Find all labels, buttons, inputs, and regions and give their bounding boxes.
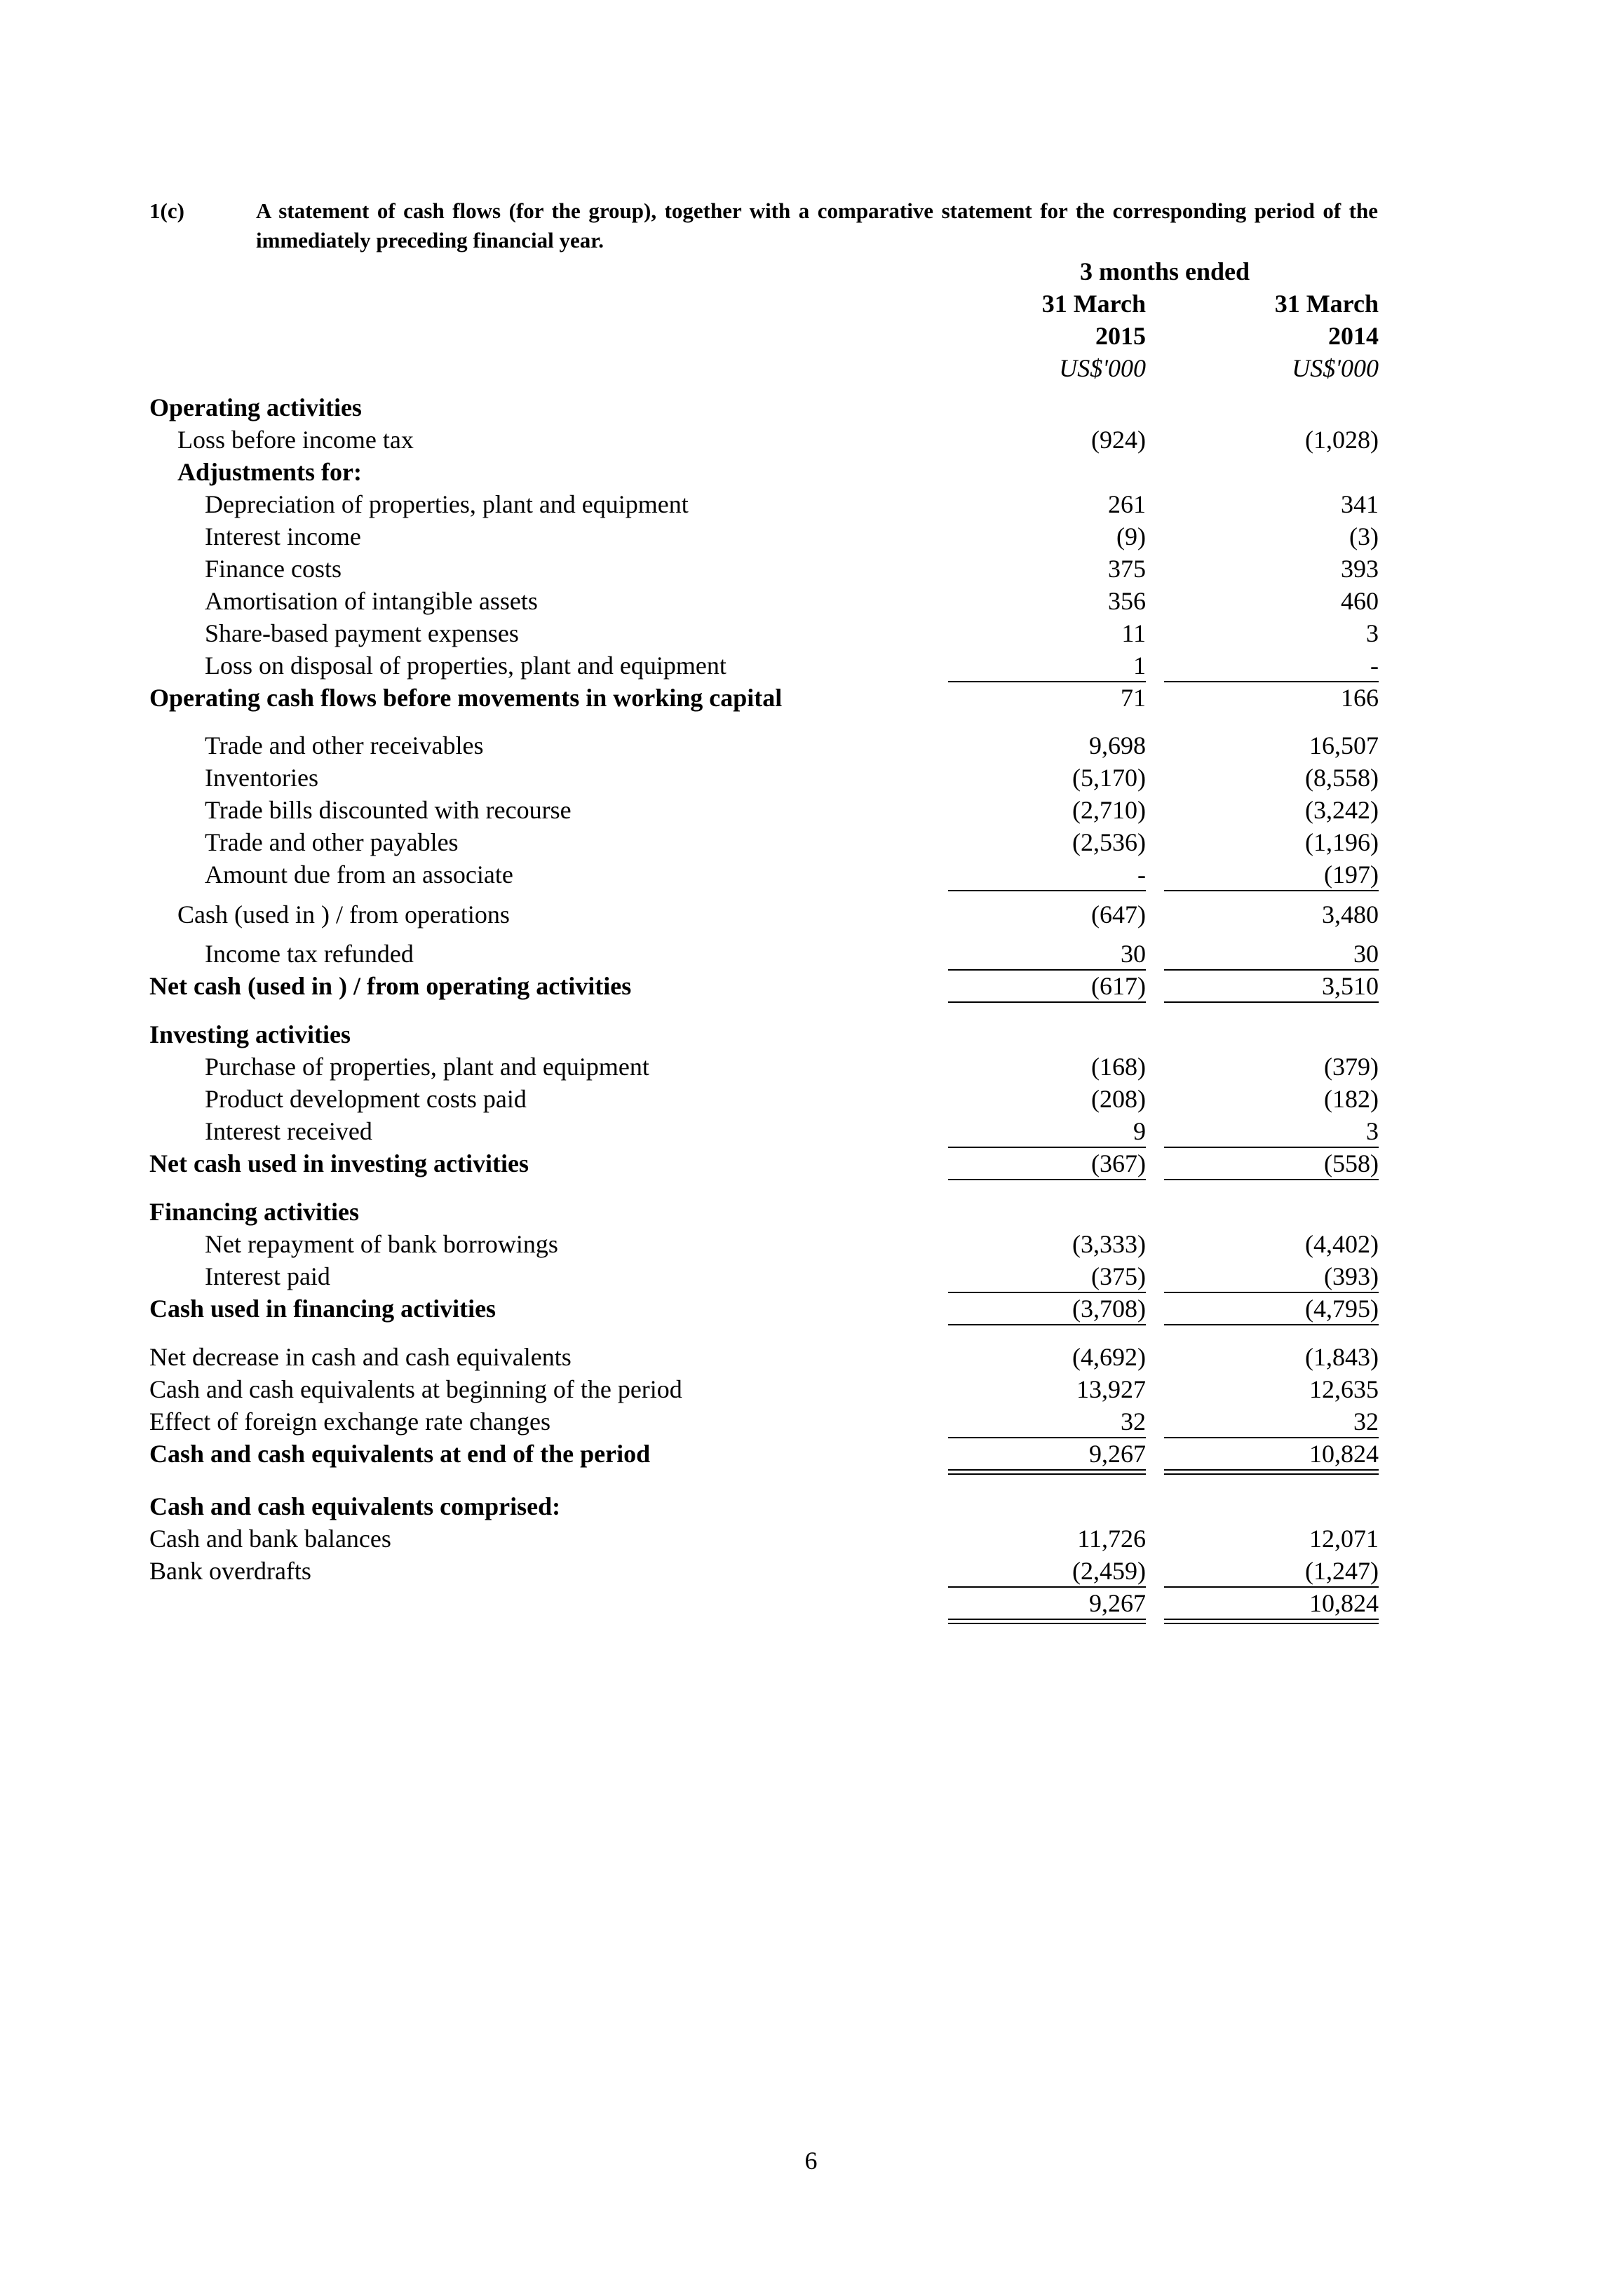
table-row — [0, 1083, 1622, 1115]
table-row — [0, 1051, 1622, 1083]
value-2015: (2,459) — [1072, 1557, 1146, 1585]
value-2014: - — [1370, 651, 1379, 680]
table-row — [0, 1115, 1622, 1147]
table-row — [0, 938, 1622, 970]
section-number: 1(c) — [149, 198, 184, 223]
value-2014: 3,480 — [1322, 900, 1379, 928]
col1-year: 2015 — [1095, 322, 1146, 350]
value-2015: 261 — [1108, 490, 1146, 518]
table-row — [0, 1292, 1622, 1325]
row-label: Operating activities — [149, 393, 362, 421]
value-2014: 166 — [1341, 684, 1379, 712]
table-row — [0, 1405, 1622, 1438]
row-label: Net cash used in investing activities — [149, 1149, 529, 1177]
row-label: Cash (used in ) / from operations — [177, 900, 510, 928]
value-2014: (3) — [1349, 522, 1379, 551]
row-label: Product development costs paid — [205, 1085, 527, 1113]
row-label: Adjustments for: — [177, 458, 362, 486]
table-row — [0, 794, 1622, 826]
value-2015: - — [1137, 860, 1146, 889]
table-row — [0, 649, 1622, 682]
value-2014: 12,071 — [1309, 1525, 1379, 1553]
value-2014: 10,824 — [1309, 1589, 1379, 1617]
value-2015: 11,726 — [1077, 1525, 1146, 1553]
value-2015: (4,692) — [1072, 1343, 1146, 1371]
value-2014: 16,507 — [1309, 731, 1379, 759]
value-2015: 9 — [1133, 1117, 1146, 1145]
table-row — [0, 1260, 1622, 1292]
total-rule — [1164, 1179, 1379, 1180]
row-label: Amount due from an associate — [205, 860, 513, 889]
value-2015: 71 — [1121, 684, 1146, 712]
total-rule — [1164, 1324, 1379, 1325]
row-label: Cash and cash equivalents at beginning of the period — [149, 1375, 682, 1403]
row-label: Trade and other payables — [205, 828, 459, 856]
table-row — [0, 762, 1622, 794]
row-label: Loss on disposal of properties, plant and equipment — [205, 651, 726, 680]
value-2015: 356 — [1108, 587, 1146, 615]
row-label: Inventories — [205, 764, 318, 792]
value-2014: (8,558) — [1305, 764, 1379, 792]
row-label: Effect of foreign exchange rate changes — [149, 1407, 551, 1436]
value-2014: (1,843) — [1305, 1343, 1379, 1371]
row-label: Investing activities — [149, 1020, 351, 1048]
value-2015: (367) — [1091, 1149, 1146, 1177]
table-row — [0, 1018, 1622, 1051]
value-2014: 460 — [1341, 587, 1379, 615]
table-row — [0, 1438, 1622, 1470]
table-row — [0, 456, 1622, 488]
row-label: Operating cash flows before movements in working capital — [149, 684, 783, 712]
grand-total-rule — [948, 1619, 1146, 1624]
total-rule — [948, 1324, 1146, 1325]
value-2015: 9,267 — [1089, 1440, 1146, 1468]
value-2015: (617) — [1091, 972, 1146, 1000]
row-label: Loss before income tax — [177, 426, 414, 454]
value-2015: (5,170) — [1072, 764, 1146, 792]
row-label: Cash and bank balances — [149, 1525, 391, 1553]
row-label: Cash and cash equivalents comprised: — [149, 1492, 561, 1520]
table-row — [0, 1555, 1622, 1587]
row-label: Interest received — [205, 1117, 372, 1145]
col1-date: 31 March — [1041, 290, 1146, 318]
row-label: Interest paid — [205, 1262, 330, 1290]
value-2015: 375 — [1108, 555, 1146, 583]
value-2014: (393) — [1324, 1262, 1379, 1290]
grand-total-rule — [948, 1469, 1146, 1475]
row-label: Amortisation of intangible assets — [205, 587, 538, 615]
table-row — [0, 1147, 1622, 1180]
table-row — [0, 898, 1622, 931]
col1-unit: US$'000 — [1059, 354, 1146, 382]
row-label: Cash and cash equivalents at end of the period — [149, 1440, 651, 1468]
value-2015: 9,698 — [1089, 731, 1146, 759]
total-rule — [948, 1001, 1146, 1003]
table-row — [0, 617, 1622, 649]
row-label: Net cash (used in ) / from operating activities — [149, 972, 632, 1000]
value-2015: (647) — [1091, 900, 1146, 928]
row-label: Financing activities — [149, 1198, 359, 1226]
value-2014: (1,247) — [1305, 1557, 1379, 1585]
period-header: 3 months ended — [1079, 257, 1250, 285]
value-2014: (1,196) — [1305, 828, 1379, 856]
row-label: Bank overdrafts — [149, 1557, 311, 1585]
row-label: Finance costs — [205, 555, 342, 583]
row-label: Cash used in financing activities — [149, 1295, 496, 1323]
value-2015: 13,927 — [1076, 1375, 1146, 1403]
value-2014: (379) — [1324, 1053, 1379, 1081]
value-2014: 12,635 — [1309, 1375, 1379, 1403]
value-2014: 3,510 — [1322, 972, 1379, 1000]
value-2015: 9,267 — [1089, 1589, 1146, 1617]
value-2014: (3,242) — [1305, 796, 1379, 824]
value-2015: (208) — [1091, 1085, 1146, 1113]
value-2014: (197) — [1324, 860, 1379, 889]
value-2015: (2,710) — [1072, 796, 1146, 824]
value-2014: 10,824 — [1309, 1440, 1379, 1468]
value-2015: (375) — [1091, 1262, 1146, 1290]
table-row — [0, 1587, 1622, 1619]
row-label: Income tax refunded — [205, 940, 414, 968]
row-label: Trade bills discounted with recourse — [205, 796, 572, 824]
table-row — [0, 553, 1622, 585]
table-row — [0, 424, 1622, 456]
value-2015: (2,536) — [1072, 828, 1146, 856]
col2-year: 2014 — [1328, 322, 1379, 350]
subtotal-rule — [1164, 890, 1379, 891]
value-2015: 32 — [1121, 1407, 1146, 1436]
page-number: 6 — [804, 2147, 818, 2175]
table-row — [0, 391, 1622, 424]
value-2014: (1,028) — [1305, 426, 1379, 454]
value-2014: 32 — [1353, 1407, 1379, 1436]
value-2014: (182) — [1324, 1085, 1379, 1113]
grand-total-rule — [1164, 1619, 1379, 1624]
table-row — [0, 1341, 1622, 1373]
table-row — [0, 520, 1622, 553]
row-label: Purchase of properties, plant and equipment — [205, 1053, 649, 1081]
value-2014: (4,795) — [1305, 1295, 1379, 1323]
value-2015: (3,708) — [1072, 1295, 1146, 1323]
row-label: Depreciation of properties, plant and equipment — [205, 490, 689, 518]
row-label: Net repayment of bank borrowings — [205, 1230, 558, 1258]
table-row — [0, 826, 1622, 858]
table-row — [0, 858, 1622, 891]
table-row — [0, 1196, 1622, 1228]
table-row — [0, 585, 1622, 617]
value-2015: 30 — [1121, 940, 1146, 968]
value-2014: 3 — [1366, 619, 1379, 647]
value-2014: 30 — [1353, 940, 1379, 968]
table-row — [0, 1228, 1622, 1260]
table-row — [0, 1522, 1622, 1555]
row-label: Net decrease in cash and cash equivalents — [149, 1343, 572, 1371]
grand-total-rule — [1164, 1469, 1379, 1475]
table-row — [0, 729, 1622, 762]
table-row — [0, 1490, 1622, 1522]
row-label: Trade and other receivables — [205, 731, 484, 759]
section-title: A statement of cash flows (for the group), together with a comparative statement for the corresponding period of the immediately preceding financial year. — [256, 198, 1378, 252]
value-2015: 1 — [1133, 651, 1146, 680]
col2-date: 31 March — [1274, 290, 1379, 318]
col2-unit: US$'000 — [1292, 354, 1379, 382]
value-2015: (9) — [1116, 522, 1146, 551]
value-2014: 393 — [1341, 555, 1379, 583]
value-2015: (924) — [1091, 426, 1146, 454]
value-2015: (168) — [1091, 1053, 1146, 1081]
total-rule — [1164, 1001, 1379, 1003]
row-label: Interest income — [205, 522, 361, 551]
row-label: Share-based payment expenses — [205, 619, 519, 647]
table-row — [0, 488, 1622, 520]
value-2015: (3,333) — [1072, 1230, 1146, 1258]
value-2014: (558) — [1324, 1149, 1379, 1177]
table-row — [0, 682, 1622, 714]
value-2014: 341 — [1341, 490, 1379, 518]
table-row — [0, 970, 1622, 1002]
value-2014: 3 — [1366, 1117, 1379, 1145]
subtotal-rule — [948, 890, 1146, 891]
total-rule — [948, 1179, 1146, 1180]
value-2014: (4,402) — [1305, 1230, 1379, 1258]
table-row — [0, 1373, 1622, 1405]
value-2015: 11 — [1121, 619, 1146, 647]
